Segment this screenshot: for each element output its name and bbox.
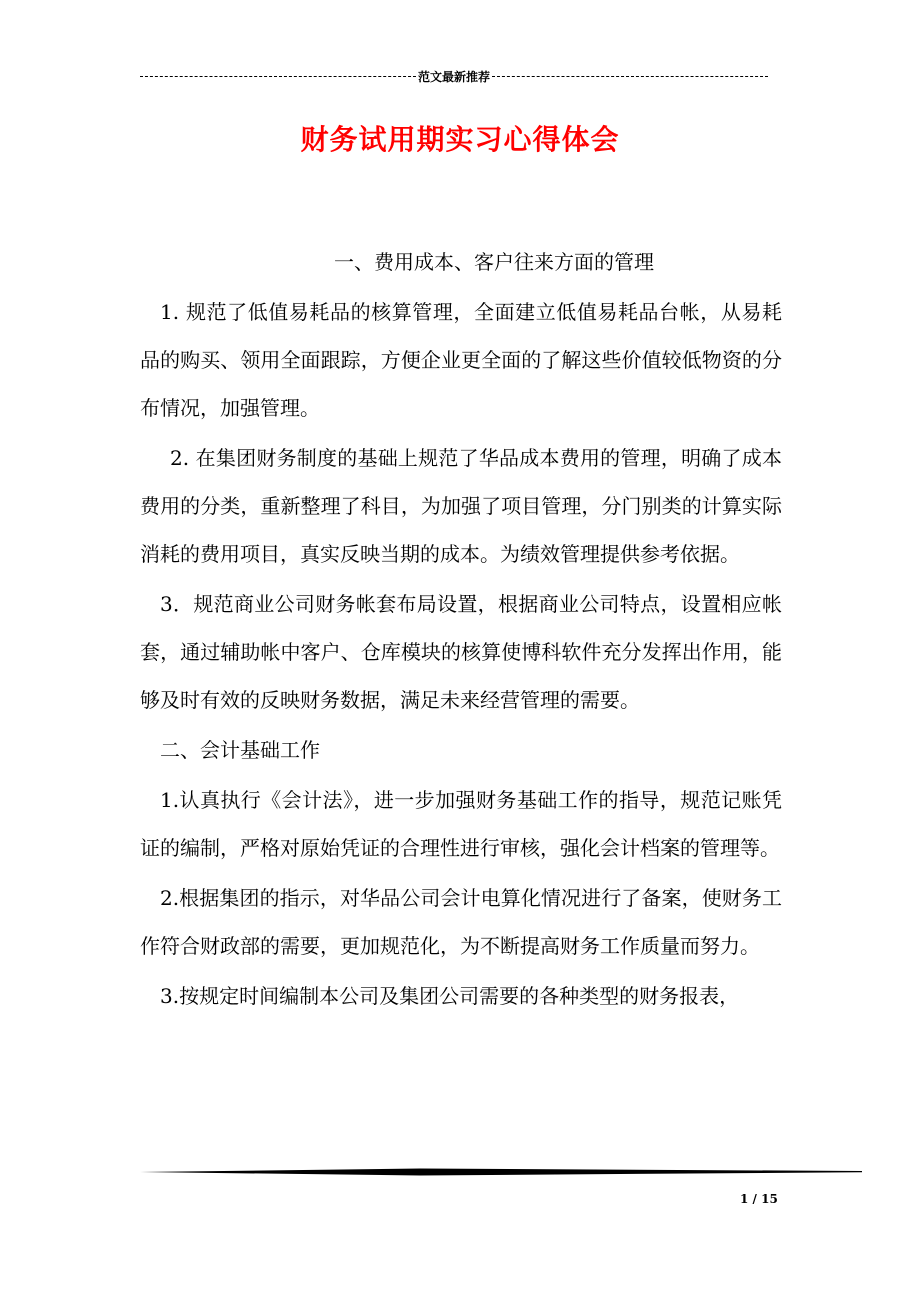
- paragraph-2-2: 2.根据集团的指示，对华品公司会计电算化情况进行了备案，使财务工作符合财政部的需要，更加规范化，为不断提高财务工作质量而努力。: [140, 886, 782, 958]
- header-dash-right: [492, 76, 768, 77]
- page-header: [140, 68, 768, 84]
- header-dash-left: [140, 76, 416, 77]
- paragraph-1-1: 1. 规范了低值易耗品的核算管理，全面建立低值易耗品台帐，从易耗品的购买、领用全面跟踪，方便企业更全面的了解这些价值较低物资的分布情况，加强管理。: [140, 300, 782, 420]
- paragraph-2-1: 1.认真执行《会计法》，进一步加强财务基础工作的指导，规范记账凭证的编制，严格对原始凭证的合理性进行审核，强化会计档案的管理等。: [140, 788, 782, 860]
- page-number: 1 / 15: [740, 1192, 778, 1206]
- document-title: 财务试用期实习心得体会: [300, 123, 620, 156]
- paragraph-2-3: 3.按规定时间编制本公司及集团公司需要的各种类型的财务报表，: [160, 984, 740, 1008]
- section-heading-2: 二、会计基础工作: [160, 738, 320, 762]
- paragraph-1-3: 3．规范商业公司财务帐套布局设置，根据商业公司特点，设置相应帐套，通过辅助帐中客户、仓库模块的核算使博科软件充分发挥出作用，能够及时有效的反映财务数据，满足未来经营管理的需要。: [140, 592, 782, 712]
- footer-rule: [140, 1168, 862, 1176]
- header-label: 范文最新推荐: [418, 69, 491, 84]
- document-body: [140, 238, 782, 1022]
- section-heading-1: 一、费用成本、客户往来方面的管理: [334, 250, 654, 274]
- paragraph-1-2: 2. 在集团财务制度的基础上规范了华品成本费用的管理，明确了成本费用的分类，重新整理了科目，为加强了项目管理，分门别类的计算实际消耗的费用项目，真实反映当期的成本。为绩效管理提供参考依据。: [140, 446, 782, 566]
